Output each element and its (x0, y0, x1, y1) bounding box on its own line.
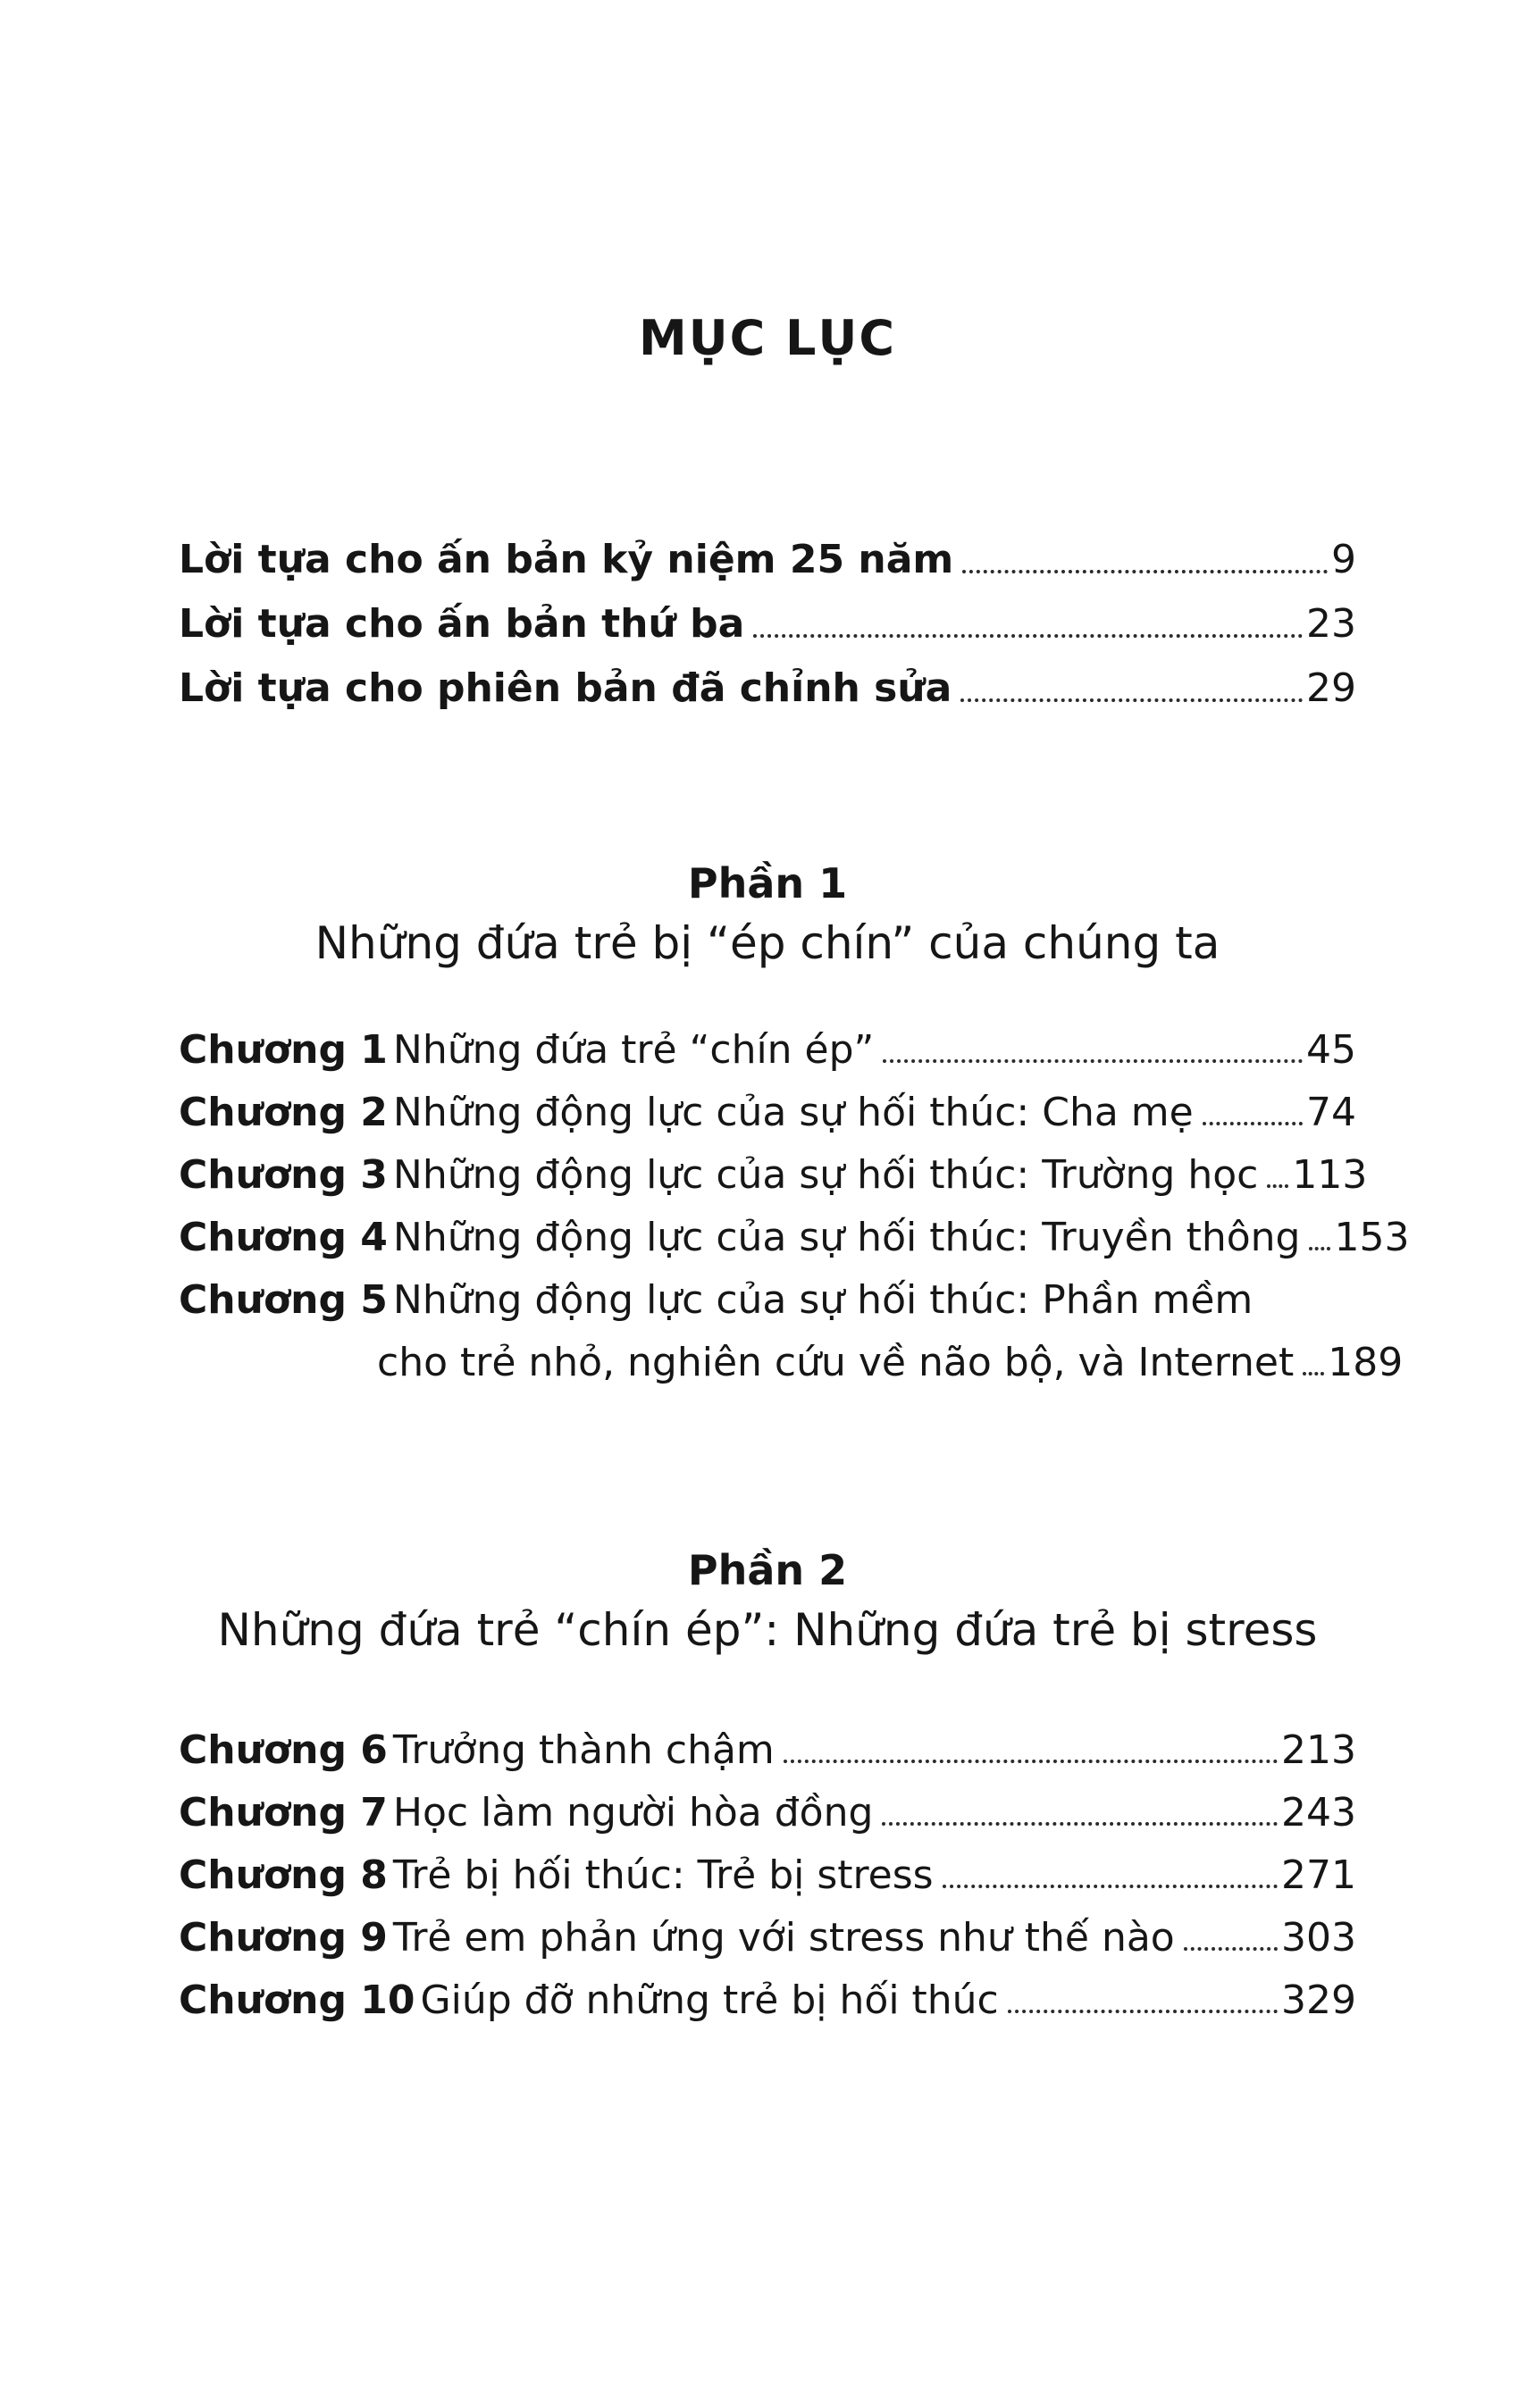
part-1-chapter-list (179, 1019, 1410, 1394)
chapter-row-continuation (179, 1332, 1404, 1394)
toc-entry-row (179, 592, 1356, 656)
dot-leader (1303, 1372, 1324, 1375)
page-number: 45 (1306, 1027, 1356, 1073)
page-number: 153 (1334, 1215, 1410, 1260)
chapter-title: Trẻ bị hối thúc: Trẻ bị stress (392, 1852, 934, 1898)
chapter-label: Chương 10 (179, 1977, 415, 2023)
page-number: 329 (1281, 1977, 1356, 2023)
page-number: 113 (1292, 1152, 1368, 1198)
part-1-heading (179, 855, 1356, 974)
chapter-label: Chương 7 (179, 1790, 388, 1835)
chapter-title: Những động lực của sự hối thúc: Trường học (392, 1152, 1259, 1198)
dot-leader (882, 1822, 1278, 1826)
chapter-title: Trẻ em phản ứng với stress như thế nào (392, 1915, 1175, 1961)
chapter-row (179, 1269, 1356, 1332)
dot-leader (1184, 1947, 1278, 1951)
chapter-row (179, 1144, 1368, 1207)
chapter-row (179, 1082, 1356, 1144)
dot-leader (1267, 1184, 1288, 1188)
page-number: 213 (1281, 1727, 1356, 1773)
chapter-label: Chương 2 (179, 1090, 388, 1135)
chapter-row (179, 1719, 1356, 1782)
chapter-label: Chương 6 (179, 1727, 388, 1773)
chapter-row (179, 1207, 1410, 1269)
chapter-row (179, 1019, 1356, 1082)
chapter-row (179, 1907, 1356, 1969)
chapter-label: Chương 8 (179, 1852, 388, 1898)
chapter-title: Những động lực của sự hối thúc: Cha mẹ (392, 1090, 1194, 1135)
chapter-title: Học làm người hòa đồng (392, 1790, 874, 1835)
page-number: 9 (1331, 537, 1356, 582)
dot-leader (960, 698, 1303, 702)
dot-leader (1008, 2010, 1278, 2013)
chapter-title: Những động lực của sự hối thúc: Phần mềm (392, 1277, 1254, 1323)
dot-leader (1309, 1247, 1330, 1250)
toc-entry-row (179, 528, 1356, 592)
chapter-label: Chương 5 (179, 1277, 388, 1323)
part-title: Những đứa trẻ “chín ép”: Những đứa trẻ bị stress (217, 1604, 1318, 1656)
chapter-row (179, 1844, 1356, 1907)
part-2-chapter-list (179, 1719, 1356, 2032)
page-number: 23 (1306, 601, 1356, 647)
page-number: 74 (1306, 1090, 1356, 1135)
chapter-label: Chương 3 (179, 1152, 388, 1198)
front-matter-list (179, 528, 1356, 721)
entry-title: Lời tựa cho ấn bản kỷ niệm 25 năm (179, 537, 954, 582)
page-number: 271 (1281, 1852, 1356, 1898)
dot-leader (784, 1760, 1278, 1763)
chapter-title: Giúp đỡ những trẻ bị hối thúc (420, 1977, 999, 2023)
part-title: Những đứa trẻ bị “ép chín” của chúng ta (314, 917, 1220, 969)
entry-title: Lời tựa cho ấn bản thứ ba (179, 601, 745, 647)
page-number: 189 (1328, 1340, 1404, 1385)
page-number: 243 (1281, 1790, 1356, 1835)
page-number: 303 (1281, 1915, 1356, 1961)
dot-leader (883, 1059, 1303, 1063)
dot-leader (1203, 1122, 1303, 1125)
chapter-label: Chương 9 (179, 1915, 388, 1961)
dot-leader (962, 570, 1328, 573)
chapter-title: Trưởng thành chậm (392, 1727, 775, 1773)
dot-leader (753, 634, 1303, 638)
entry-title: Lời tựa cho phiên bản đã chỉnh sửa (179, 665, 952, 711)
toc-entry-row (179, 656, 1356, 721)
chapter-label: Chương 4 (179, 1215, 388, 1260)
chapter-row (179, 1969, 1356, 2032)
dot-leader (943, 1885, 1278, 1888)
chapter-title-line2: cho trẻ nhỏ, nghiên cứu về não bộ, và Internet (377, 1340, 1295, 1385)
part-label: Phần 1 (687, 859, 848, 907)
chapter-title: Những động lực của sự hối thúc: Truyền thông (392, 1215, 1301, 1260)
part-label: Phần 2 (687, 1546, 848, 1594)
chapter-label: Chương 1 (179, 1027, 388, 1073)
chapter-title: Những đứa trẻ “chín ép” (392, 1027, 875, 1073)
chapter-row (179, 1782, 1356, 1844)
page-number: 29 (1306, 665, 1356, 711)
page-title: MỤC LỤC (639, 310, 896, 366)
part-2-heading (179, 1542, 1356, 1661)
